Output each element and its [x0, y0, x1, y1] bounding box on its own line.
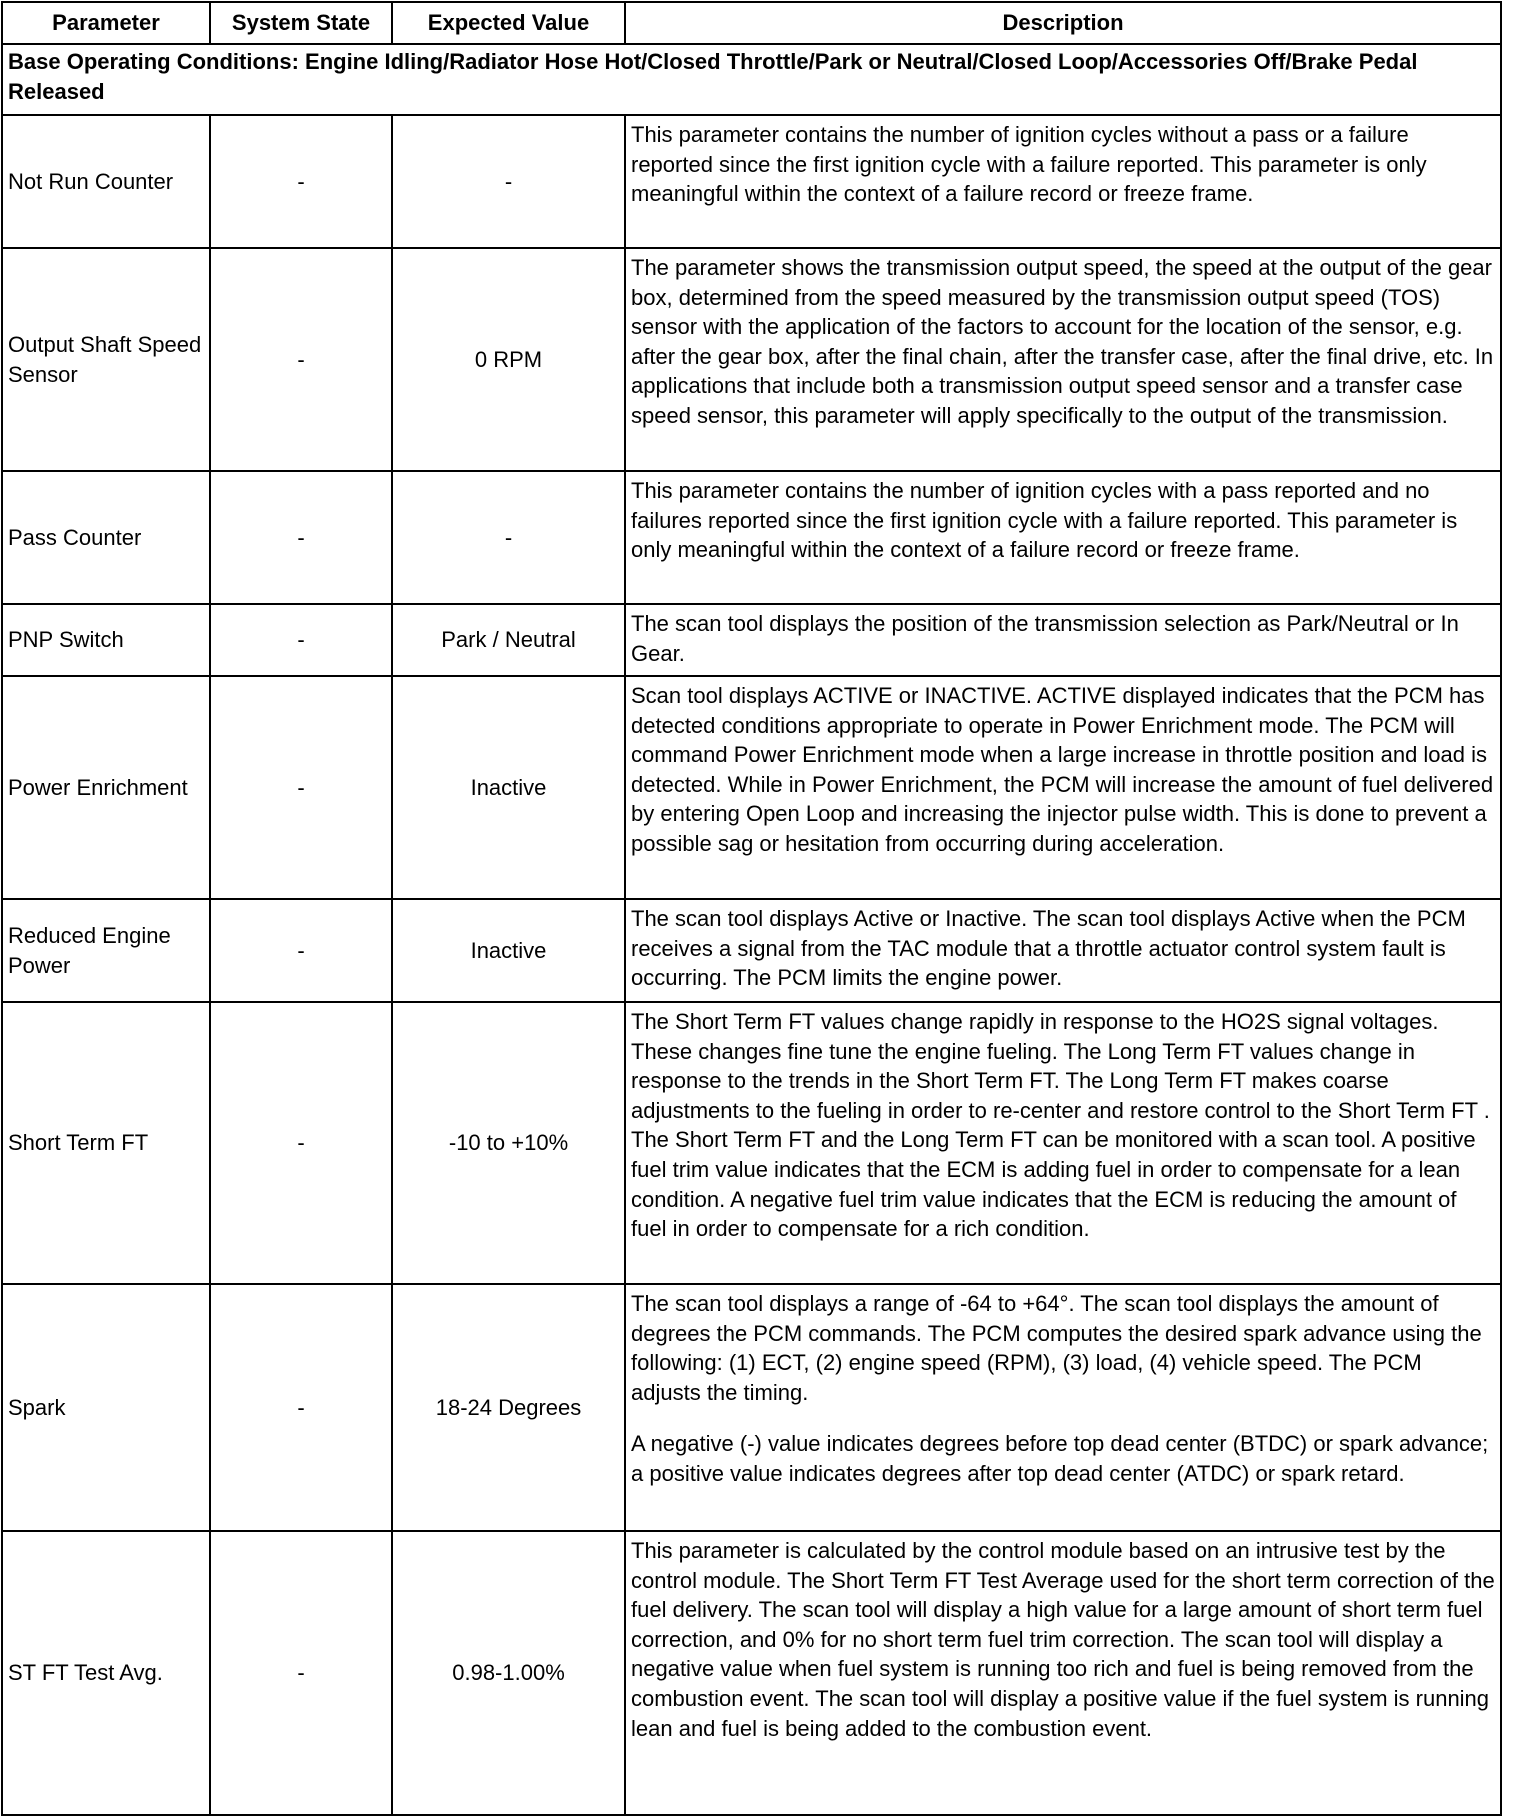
- description-cell: [625, 676, 1501, 899]
- parameter-cell: Power Enrichment: [2, 676, 210, 899]
- expected-value-cell: -: [392, 471, 625, 604]
- description-paragraph: This parameter contains the number of ignition cycles with a pass reported and no failures reported since the first ignition cycle with a failure reported. This parameter is only meaningful within the context of a failure record or freeze frame.: [631, 478, 1458, 563]
- system-state-cell: -: [210, 471, 392, 604]
- header-expected-value: Expected Value: [392, 2, 625, 44]
- expected-value-cell: -10 to +10%: [392, 1002, 625, 1284]
- description-cell: [625, 471, 1501, 604]
- system-state-cell: -: [210, 1531, 392, 1815]
- parameter-cell: Not Run Counter: [2, 115, 210, 248]
- expected-value-cell: Inactive: [392, 676, 625, 899]
- table-row: [2, 604, 1501, 676]
- expected-value-cell: 0.98-1.00%: [392, 1531, 625, 1815]
- header-description: Description: [625, 2, 1501, 44]
- parameter-cell: Short Term FT: [2, 1002, 210, 1284]
- description-paragraph: The scan tool displays a range of -64 to +64°. The scan tool displays the amount of degrees the PCM commands. The PCM computes the desired spark advance using the following: (1) ECT, (2) engine speed (RPM), (3) load, (4) vehicle speed. The PCM adjusts the timing.: [631, 1291, 1482, 1405]
- parameter-cell: Spark: [2, 1284, 210, 1531]
- system-state-cell: -: [210, 676, 392, 899]
- table-row: [2, 1531, 1501, 1815]
- parameter-cell: Reduced Engine Power: [2, 899, 210, 1002]
- description-paragraph: The Short Term FT values change rapidly in response to the HO2S signal voltages. These changes fine tune the engine fueling. The Long Term FT values change in response to the trends in the Short Term FT. The Long Term FT makes coarse adjustments to the fueling in order to re-center and restore control to the Short Term FT . The Short Term FT and the Long Term FT can be monitored with a scan tool. A positive fuel trim value indicates that the ECM is adding fuel in order to compensate for a lean condition. A negative fuel trim value indicates that the ECM is reducing the amount of fuel in order to compensate for a rich condition.: [631, 1009, 1490, 1242]
- parameter-cell: ST FT Test Avg.: [2, 1531, 210, 1815]
- header-parameter: Parameter: [2, 2, 210, 44]
- parameter-cell: Output Shaft Speed Sensor: [2, 248, 210, 471]
- description-cell: [625, 1284, 1501, 1531]
- description-cell: [625, 604, 1501, 676]
- description-cell: [625, 115, 1501, 248]
- expected-value-cell: 18-24 Degrees: [392, 1284, 625, 1531]
- expected-value-cell: Inactive: [392, 899, 625, 1002]
- system-state-cell: -: [210, 248, 392, 471]
- description-paragraph: The scan tool displays Active or Inactive. The scan tool displays Active when the PCM receives a signal from the TAC module that a throttle actuator control system fault is occurring. The PCM limits the engine power.: [631, 906, 1466, 991]
- description-cell: [625, 1531, 1501, 1815]
- header-system-state: System State: [210, 2, 392, 44]
- system-state-cell: -: [210, 1002, 392, 1284]
- base-conditions-row: [2, 44, 1501, 115]
- system-state-cell: -: [210, 115, 392, 248]
- table-row: [2, 248, 1501, 471]
- description-cell: [625, 248, 1501, 471]
- parameter-table: [1, 1, 1502, 1816]
- description-cell: [625, 899, 1501, 1002]
- table-row: [2, 676, 1501, 899]
- header-row: [2, 2, 1501, 44]
- system-state-cell: -: [210, 1284, 392, 1531]
- table-row: [2, 471, 1501, 604]
- table-row: [2, 1002, 1501, 1284]
- description-paragraph: This parameter is calculated by the control module based on an intrusive test by the control module. The Short Term FT Test Average used for the short term correction of the fuel delivery. The scan tool will display a high value for a large amount of short term fuel correction, and 0% for no short term fuel trim correction. The scan tool will display a negative value when fuel system is running too rich and fuel is being removed from the combustion event. The scan tool will display a positive value if the fuel system is running lean and fuel is being added to the combustion event.: [631, 1538, 1495, 1741]
- table-row: [2, 115, 1501, 248]
- parameter-cell: PNP Switch: [2, 604, 210, 676]
- parameter-cell: Pass Counter: [2, 471, 210, 604]
- base-conditions: Base Operating Conditions: Engine Idling/Radiator Hose Hot/Closed Throttle/Park or Neutral/Closed Loop/Accessories Off/Brake Pedal Released: [2, 44, 1501, 115]
- table-row: [2, 1284, 1501, 1531]
- expected-value-cell: -: [392, 115, 625, 248]
- description-paragraph: A negative (-) value indicates degrees before top dead center (BTDC) or spark advance; a positive value indicates degrees after top dead center (ATDC) or spark retard.: [631, 1431, 1489, 1486]
- expected-value-cell: Park / Neutral: [392, 604, 625, 676]
- system-state-cell: -: [210, 604, 392, 676]
- description-cell: [625, 1002, 1501, 1284]
- description-paragraph: The scan tool displays the position of the transmission selection as Park/Neutral or In Gear.: [631, 611, 1459, 666]
- description-paragraph: The parameter shows the transmission output speed, the speed at the output of the gear box, determined from the speed measured by the transmission output speed (TOS) sensor with the application of the factors to account for the location of the sensor, e.g. after the gear box, after the final chain, after the transfer case, after the final drive, etc. In applications that include both a transmission output speed sensor and a transfer case speed sensor, this parameter will apply specifically to the output of the transmission.: [631, 255, 1494, 428]
- table-row: [2, 899, 1501, 1002]
- system-state-cell: -: [210, 899, 392, 1002]
- expected-value-cell: 0 RPM: [392, 248, 625, 471]
- description-paragraph: This parameter contains the number of ignition cycles without a pass or a failure reported since the first ignition cycle with a failure reported. This parameter is only meaningful within the context of a failure record or freeze frame.: [631, 122, 1427, 207]
- description-paragraph: Scan tool displays ACTIVE or INACTIVE. ACTIVE displayed indicates that the PCM has detected conditions appropriate to operate in Power Enrichment mode. The PCM will command Power Enrichment mode when a large increase in throttle position and load is detected. While in Power Enrichment, the PCM will increase the amount of fuel delivered by entering Open Loop and increasing the injector pulse width. This is done to prevent a possible sag or hesitation from occurring during acceleration.: [631, 683, 1494, 856]
